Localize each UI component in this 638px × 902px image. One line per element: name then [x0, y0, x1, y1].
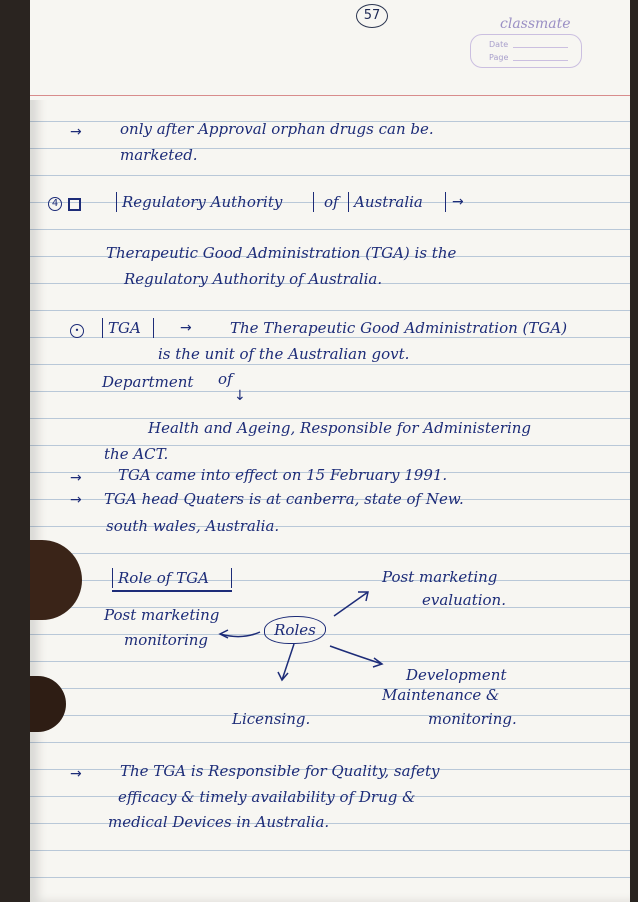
note-line: is the unit of the Australian govt. [158, 345, 410, 363]
diagram-heading: Role of TGA [118, 569, 209, 587]
term-label: TGA [108, 319, 141, 337]
role-label: monitoring. [428, 710, 517, 728]
note-line: only after Approval orphan drugs can be. [120, 120, 434, 138]
note-line: Therapeutic Good Administration (TGA) is the [106, 244, 457, 262]
note-line: TGA came into effect on 15 February 1991. [118, 466, 448, 484]
section-heading: Regulatory Authority [122, 193, 283, 211]
date-label: Date [489, 40, 509, 49]
role-label: Maintenance & [382, 686, 500, 704]
note-line: Health and Ageing, Responsible for Administering [148, 419, 532, 437]
bullet-icon: • [70, 324, 84, 338]
note-line: The TGA is Responsible for Quality, safety [120, 762, 440, 780]
arrow-right-icon: → [70, 766, 82, 782]
page-number: 57 [356, 4, 388, 28]
arrow-right-icon: → [70, 124, 82, 140]
role-label: Development [406, 666, 507, 684]
role-label: Post marketing [104, 606, 220, 624]
roles-center: Roles [264, 616, 326, 644]
note-line: of [218, 370, 233, 388]
note-line: the ACT. [104, 445, 169, 463]
role-label: evaluation. [422, 591, 506, 609]
brand-logo: classmate [500, 16, 571, 32]
arrow-right-icon: → [70, 470, 82, 486]
section-heading: Australia [354, 193, 423, 211]
heading-of: of [324, 193, 339, 211]
note-line: marketed. [120, 146, 198, 164]
arrow-right-icon: → [180, 320, 192, 336]
note-line: The Therapeutic Good Administration (TGA) [230, 319, 568, 337]
role-label: Licensing. [232, 710, 311, 728]
page-label: Page [489, 53, 509, 62]
note-line: efficacy & timely availability of Drug & [118, 788, 416, 806]
arrow-right-icon: → [452, 194, 464, 210]
arrow-right-icon: → [70, 492, 82, 508]
note-line: Department [102, 373, 194, 391]
notebook-page [30, 0, 630, 902]
arrow-down-icon: ↓ [234, 388, 246, 404]
section-number: 4 [48, 197, 62, 211]
note-line: Regulatory Authority of Australia. [124, 270, 383, 288]
role-label: monitoring [124, 631, 209, 649]
note-line: south wales, Australia. [106, 517, 280, 535]
note-line: medical Devices in Australia. [108, 813, 330, 831]
note-line: TGA head Quaters is at canberra, state of New. [104, 490, 464, 508]
role-label: Post marketing [382, 568, 498, 586]
